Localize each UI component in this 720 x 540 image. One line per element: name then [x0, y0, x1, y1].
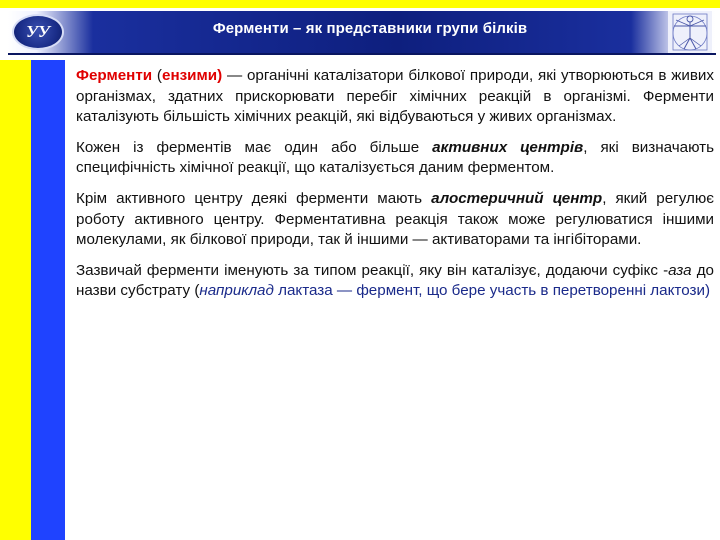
term-allosteric-center: алостеричний центр	[431, 189, 603, 207]
vitruvian-man-icon	[668, 11, 712, 53]
p2-text-after: , які визначають специфічність хімічної реакції, що каталізується даним ферментом.	[76, 138, 715, 177]
paragraph-allosteric-center	[76, 189, 714, 251]
left-blue-stripe	[31, 0, 65, 540]
paragraph-active-centers	[76, 138, 714, 179]
slide-title: Ферменти – як представники групи білків	[212, 20, 528, 37]
paragraph-naming	[76, 261, 714, 302]
p4-text-mid: до назви субстрату (	[76, 261, 715, 300]
logo-monogram: УУ	[26, 22, 50, 41]
p4-text-before: Зазвичай ферменти іменують за типом реакції, яку він каталізує, додаючи суфікс -	[76, 261, 669, 279]
term-enzymy: ензими)	[162, 67, 223, 84]
suffix-aza: аза	[668, 261, 692, 279]
p3-text-after: , який регулює роботу активного центру. Ферментативна реакція також може регулюватися іншими молекулами, як білкової природи, так й іншими — активаторами та інгібіторами.	[76, 189, 714, 249]
example-label: наприклад	[199, 282, 274, 300]
p3-text-before: Крім активного центру деякі ферменти мають	[76, 189, 432, 207]
definition-text: органічні каталізатори білкової природи, які утворюються в живих організмах, здатних прискорювати перебіг хімічних реакцій в організмі. Ферменти каталізують більшість хімічних реакцій, які відбуваються у живих організмах.	[76, 67, 714, 126]
left-yellow-stripe	[0, 0, 31, 540]
term-active-centers: активних центрів	[432, 138, 584, 156]
term-fermenty: Ферменти	[76, 67, 153, 84]
university-logo-icon	[12, 14, 64, 50]
definition-dash: —	[222, 67, 243, 84]
paren-open: (	[152, 67, 162, 84]
p2-text-before: Кожен із ферментів має один або більше	[76, 138, 433, 156]
slide-body	[76, 66, 714, 312]
example-text: лактаза — фермент, що бере участь в перетворенні лактози)	[273, 282, 711, 300]
paragraph-definition	[76, 66, 714, 128]
